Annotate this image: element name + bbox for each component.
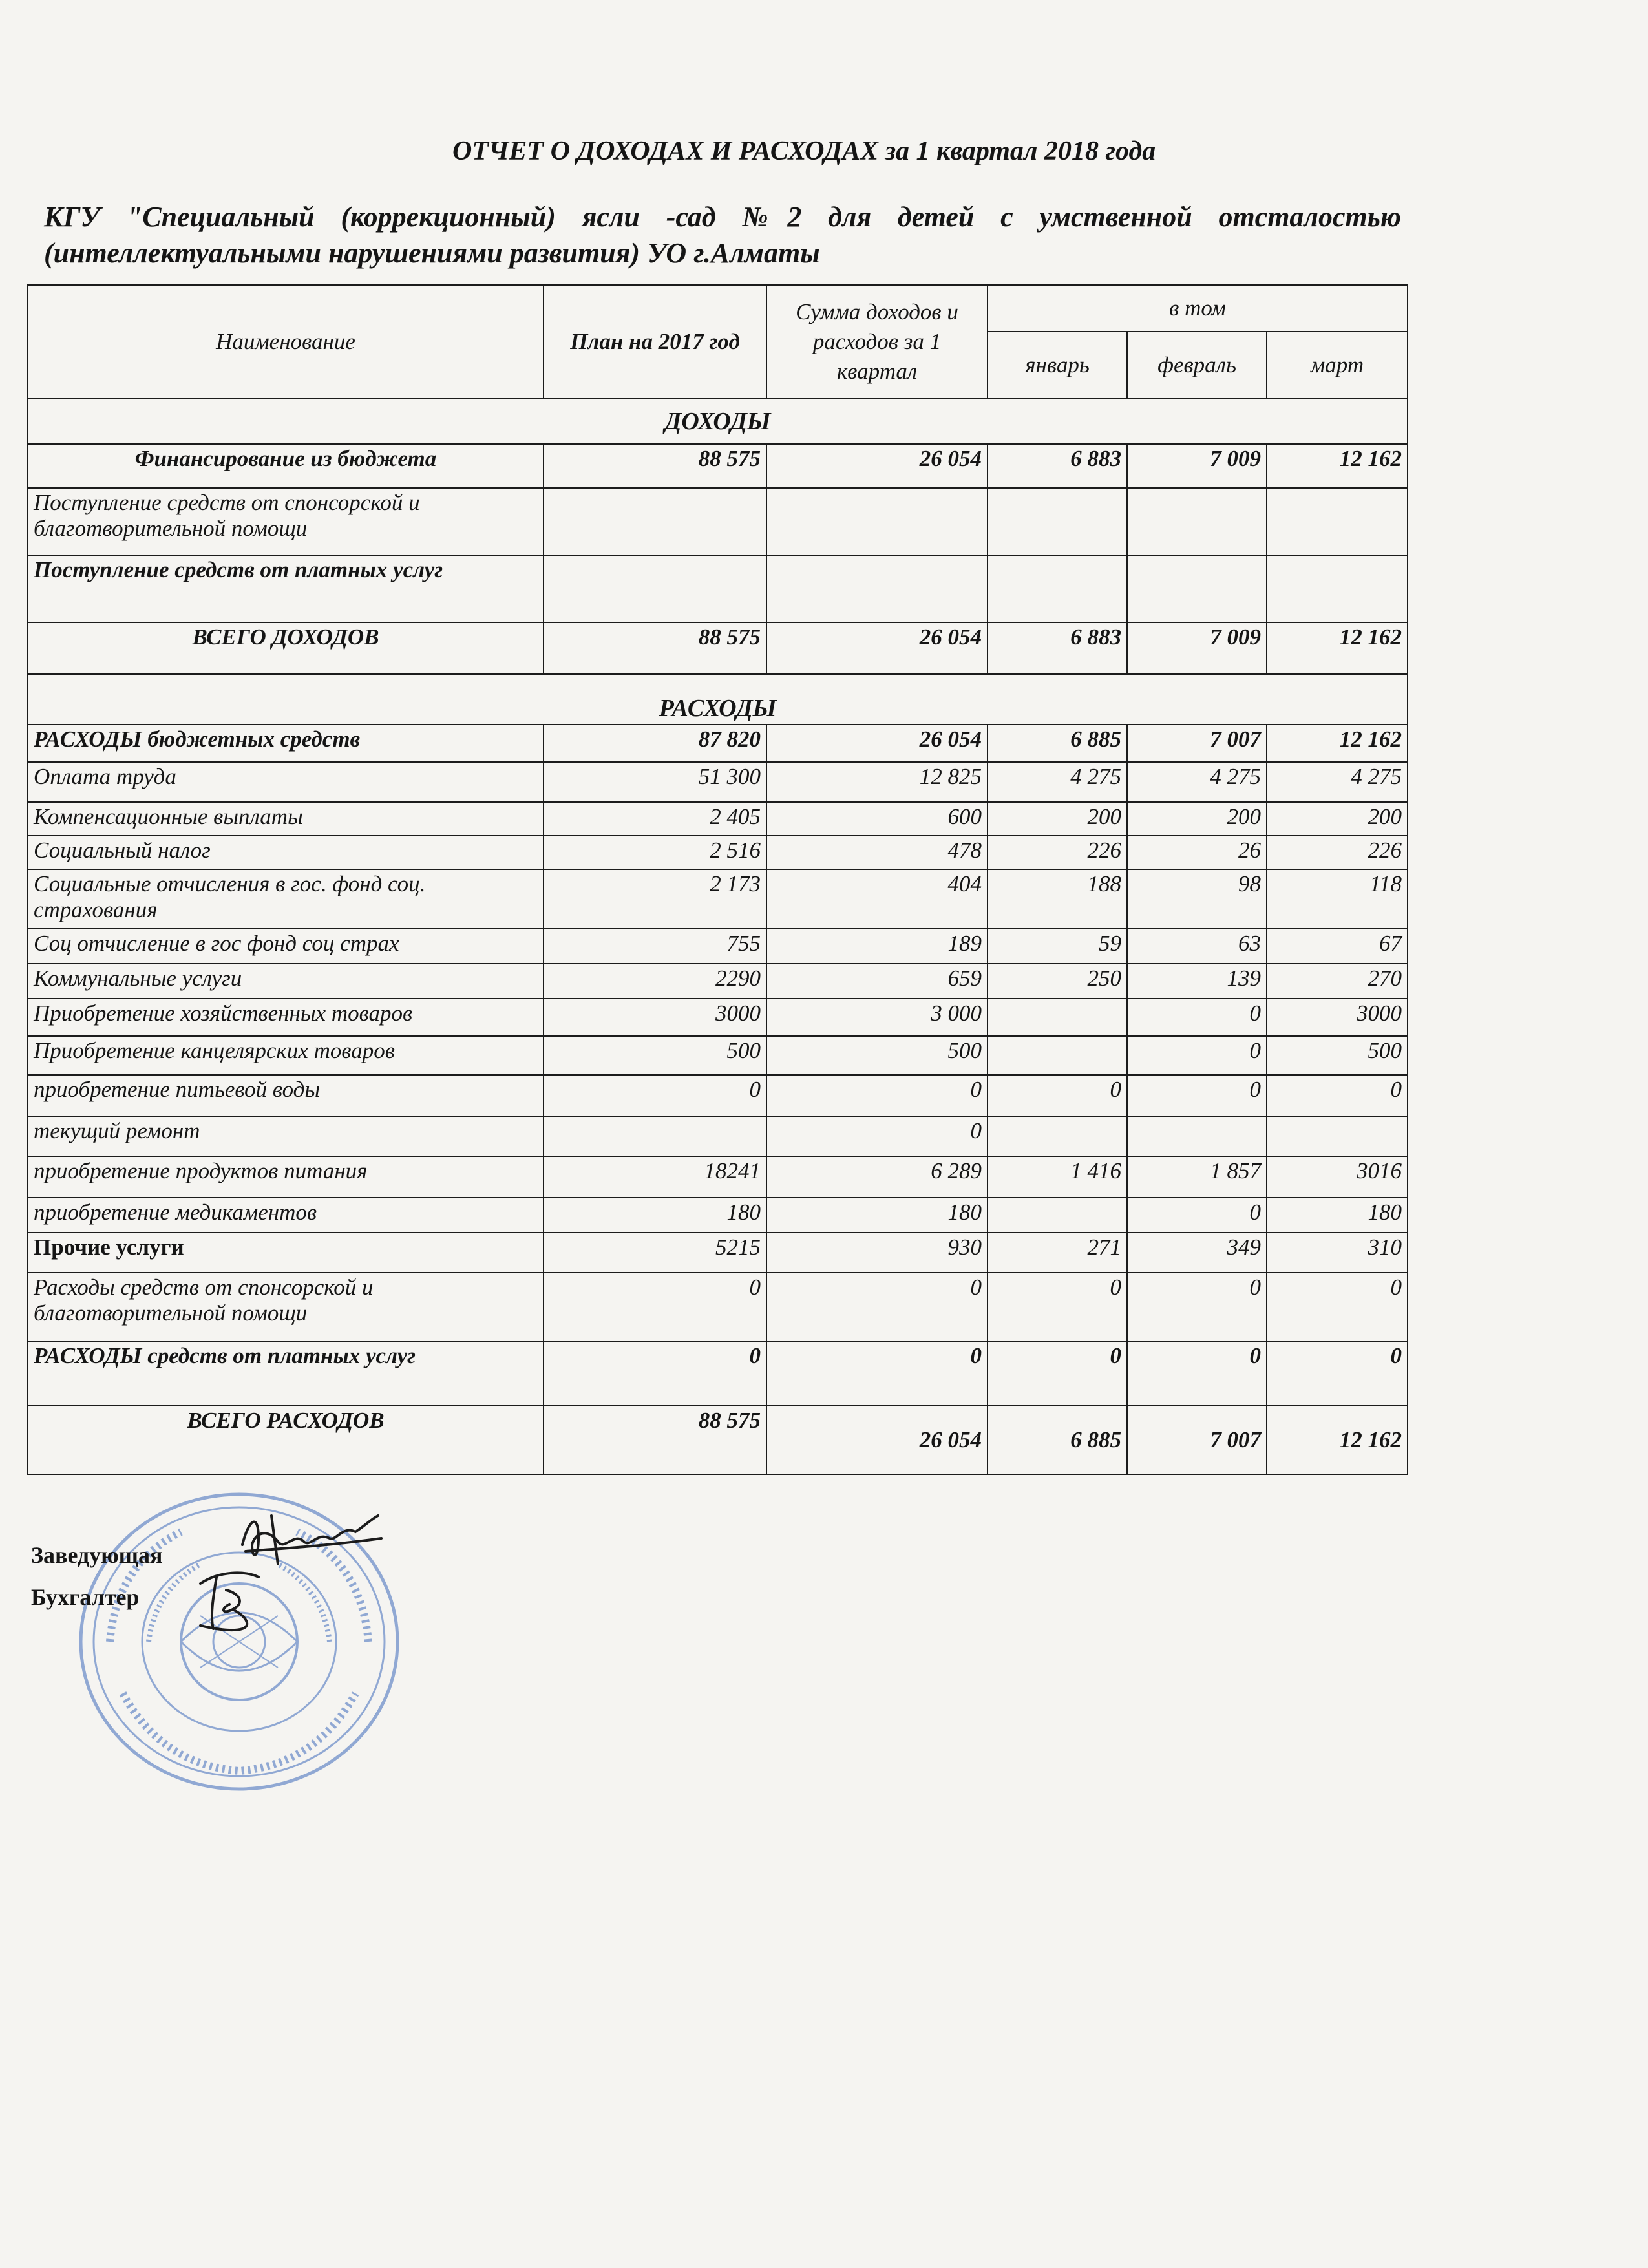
row-value-plan: 755 bbox=[544, 929, 766, 964]
row-value-jan: 226 bbox=[988, 836, 1127, 869]
row-value-mar: 67 bbox=[1267, 929, 1408, 964]
row-value-sum: 6 289 bbox=[766, 1156, 988, 1198]
row-value-feb: 0 bbox=[1127, 1036, 1267, 1075]
table-row bbox=[28, 1075, 1408, 1116]
row-value-mar: 12 162 bbox=[1267, 444, 1408, 488]
expense-section-row bbox=[28, 674, 1408, 725]
income-section-row bbox=[28, 399, 1408, 444]
income-rows bbox=[28, 444, 1408, 622]
row-value-plan: 180 bbox=[544, 1198, 766, 1233]
row-label: Прочие услуги bbox=[28, 1233, 544, 1273]
row-value-mar: 500 bbox=[1267, 1036, 1408, 1075]
row-value-sum bbox=[766, 555, 988, 622]
row-value-mar bbox=[1267, 488, 1408, 555]
row-label: Социальный налог bbox=[28, 836, 544, 869]
table-row bbox=[28, 1273, 1408, 1341]
row-value-jan bbox=[988, 1116, 1127, 1156]
row-label: Расходы средств от спонсорской и благотворительной помощи bbox=[28, 1273, 544, 1341]
row-label: РАСХОДЫ бюджетных средств bbox=[28, 725, 544, 762]
row-value-mar: 310 bbox=[1267, 1233, 1408, 1273]
row-value-jan: 188 bbox=[988, 869, 1127, 929]
row-value-mar bbox=[1267, 1116, 1408, 1156]
row-value-sum: 404 bbox=[766, 869, 988, 929]
row-value-jan bbox=[988, 1036, 1127, 1075]
row-value-jan bbox=[988, 999, 1127, 1036]
row-value-feb: 139 bbox=[1127, 964, 1267, 999]
row-value-mar: 270 bbox=[1267, 964, 1408, 999]
row-value-sum: 0 bbox=[766, 1116, 988, 1156]
row-value-jan: 6 883 bbox=[988, 444, 1127, 488]
row-value-jan: 1 416 bbox=[988, 1156, 1127, 1198]
row-value-plan: 18241 bbox=[544, 1156, 766, 1198]
row-value-plan: 0 bbox=[544, 1075, 766, 1116]
row-value-feb bbox=[1127, 488, 1267, 555]
row-value-mar: 12 162 bbox=[1267, 725, 1408, 762]
row-value-jan bbox=[988, 555, 1127, 622]
row-label: Компенсационные выплаты bbox=[28, 802, 544, 836]
report-title: ОТЧЕТ О ДОХОДАХ И РАСХОДАХ за 1 квартал 2018 года bbox=[452, 136, 1156, 166]
table-row bbox=[28, 488, 1408, 555]
expense-rows bbox=[28, 725, 1408, 1406]
row-value-feb: 0 bbox=[1127, 999, 1267, 1036]
row-value-feb: 63 bbox=[1127, 929, 1267, 964]
row-label: приобретение продуктов питания bbox=[28, 1156, 544, 1198]
row-value-sum: 180 bbox=[766, 1198, 988, 1233]
row-value-feb: 0 bbox=[1127, 1075, 1267, 1116]
accountant-signature-label: Бухгалтер bbox=[31, 1584, 140, 1610]
row-value-sum: 0 bbox=[766, 1273, 988, 1341]
row-value-jan: 59 bbox=[988, 929, 1127, 964]
table-row bbox=[28, 929, 1408, 964]
table-row bbox=[28, 1341, 1408, 1406]
row-label: Поступление средств от спонсорской и благотворительной помощи bbox=[28, 488, 544, 555]
row-value-plan bbox=[544, 488, 766, 555]
row-value-plan: 500 bbox=[544, 1036, 766, 1075]
organization-name: КГУ "Специальный (коррекционный) ясли -сад №2 для детей с умственной отсталостью (интеллектуальными нарушениями развития) УО г.Алматы bbox=[44, 201, 1401, 269]
row-value-plan: 0 bbox=[544, 1273, 766, 1341]
income-section-title: ДОХОДЫ bbox=[28, 399, 1408, 444]
row-value-sum: 659 bbox=[766, 964, 988, 999]
expense-total-mar: 12 162 bbox=[1267, 1406, 1408, 1474]
row-label: приобретение питьевой воды bbox=[28, 1075, 544, 1116]
row-value-plan: 2 405 bbox=[544, 802, 766, 836]
table-row bbox=[28, 836, 1408, 869]
row-value-feb bbox=[1127, 1116, 1267, 1156]
row-value-plan: 0 bbox=[544, 1341, 766, 1406]
row-value-sum: 12 825 bbox=[766, 762, 988, 802]
income-total-label: ВСЕГО ДОХОДОВ bbox=[28, 622, 544, 674]
row-value-mar: 0 bbox=[1267, 1341, 1408, 1406]
row-label: Оплата труда bbox=[28, 762, 544, 802]
table-row bbox=[28, 802, 1408, 836]
row-value-plan bbox=[544, 555, 766, 622]
row-label: Приобретение канцелярских товаров bbox=[28, 1036, 544, 1075]
row-label: Приобретение хозяйственных товаров bbox=[28, 999, 544, 1036]
row-label: РАСХОДЫ средств от платных услуг bbox=[28, 1341, 544, 1406]
row-value-sum: 600 bbox=[766, 802, 988, 836]
row-value-feb: 98 bbox=[1127, 869, 1267, 929]
header-row-1 bbox=[28, 285, 1408, 332]
row-label: Коммунальные услуги bbox=[28, 964, 544, 999]
expense-total-sum: 26 054 bbox=[766, 1406, 988, 1474]
table-row bbox=[28, 964, 1408, 999]
table-row bbox=[28, 869, 1408, 929]
report-table bbox=[27, 284, 1408, 1475]
row-value-feb: 26 bbox=[1127, 836, 1267, 869]
row-value-feb: 0 bbox=[1127, 1198, 1267, 1233]
table-row bbox=[28, 1116, 1408, 1156]
header-february: февраль bbox=[1127, 332, 1267, 399]
row-value-mar: 4 275 bbox=[1267, 762, 1408, 802]
table-row bbox=[28, 762, 1408, 802]
row-label: Социальные отчисления в гос. фонд соц. страхования bbox=[28, 869, 544, 929]
row-value-sum: 26 054 bbox=[766, 444, 988, 488]
header-in-total: в том bbox=[988, 285, 1408, 332]
expense-total-label: ВСЕГО РАСХОДОВ bbox=[28, 1406, 544, 1474]
row-value-feb: 0 bbox=[1127, 1341, 1267, 1406]
row-value-plan: 2 173 bbox=[544, 869, 766, 929]
row-value-sum: 189 bbox=[766, 929, 988, 964]
row-value-jan bbox=[988, 1198, 1127, 1233]
table-row bbox=[28, 555, 1408, 622]
header-january: январь bbox=[988, 332, 1127, 399]
income-total-jan: 6 883 bbox=[988, 622, 1127, 674]
row-value-mar: 3000 bbox=[1267, 999, 1408, 1036]
header-plan: План на 2017 год bbox=[544, 285, 766, 399]
row-value-feb: 349 bbox=[1127, 1233, 1267, 1273]
accountant-signature bbox=[187, 1564, 271, 1635]
expense-section-title: РАСХОДЫ bbox=[28, 674, 1408, 725]
row-value-plan: 87 820 bbox=[544, 725, 766, 762]
row-value-jan bbox=[988, 488, 1127, 555]
row-value-feb bbox=[1127, 555, 1267, 622]
table-row bbox=[28, 1233, 1408, 1273]
row-value-feb: 200 bbox=[1127, 802, 1267, 836]
header-name: Наименование bbox=[28, 285, 544, 399]
row-label: приобретение медикаментов bbox=[28, 1198, 544, 1233]
row-value-sum: 0 bbox=[766, 1341, 988, 1406]
row-value-feb: 7 007 bbox=[1127, 725, 1267, 762]
income-total-sum: 26 054 bbox=[766, 622, 988, 674]
row-value-jan: 0 bbox=[988, 1273, 1127, 1341]
row-value-sum: 478 bbox=[766, 836, 988, 869]
row-value-mar: 200 bbox=[1267, 802, 1408, 836]
row-label: Финансирование из бюджета bbox=[28, 444, 544, 488]
row-value-jan: 0 bbox=[988, 1075, 1127, 1116]
row-value-feb: 4 275 bbox=[1127, 762, 1267, 802]
header-sum: Сумма доходов и расходов за 1 квартал bbox=[766, 285, 988, 399]
row-value-sum: 0 bbox=[766, 1075, 988, 1116]
row-value-sum: 500 bbox=[766, 1036, 988, 1075]
table-row bbox=[28, 1036, 1408, 1075]
row-value-jan: 250 bbox=[988, 964, 1127, 999]
row-value-sum: 26 054 bbox=[766, 725, 988, 762]
row-value-plan: 2290 bbox=[544, 964, 766, 999]
table-row bbox=[28, 999, 1408, 1036]
table-row bbox=[28, 444, 1408, 488]
row-value-sum: 3 000 bbox=[766, 999, 988, 1036]
table-row bbox=[28, 725, 1408, 762]
row-value-mar: 180 bbox=[1267, 1198, 1408, 1233]
row-value-plan: 2 516 bbox=[544, 836, 766, 869]
row-value-mar: 0 bbox=[1267, 1273, 1408, 1341]
row-value-sum: 930 bbox=[766, 1233, 988, 1273]
income-total-plan: 88 575 bbox=[544, 622, 766, 674]
row-value-feb: 0 bbox=[1127, 1273, 1267, 1341]
row-value-jan: 4 275 bbox=[988, 762, 1127, 802]
row-value-sum bbox=[766, 488, 988, 555]
expense-total-row bbox=[28, 1406, 1408, 1474]
row-value-plan bbox=[544, 1116, 766, 1156]
expense-total-jan: 6 885 bbox=[988, 1406, 1127, 1474]
income-total-mar: 12 162 bbox=[1267, 622, 1408, 674]
row-value-feb: 1 857 bbox=[1127, 1156, 1267, 1198]
row-label: текущий ремонт bbox=[28, 1116, 544, 1156]
row-value-mar: 226 bbox=[1267, 836, 1408, 869]
row-value-mar: 118 bbox=[1267, 869, 1408, 929]
row-value-jan: 6 885 bbox=[988, 725, 1127, 762]
income-total-feb: 7 009 bbox=[1127, 622, 1267, 674]
row-value-plan: 5215 bbox=[544, 1233, 766, 1273]
row-label: Соц отчисление в гос фонд соц страх bbox=[28, 929, 544, 964]
row-value-mar: 3016 bbox=[1267, 1156, 1408, 1198]
row-label: Поступление средств от платных услуг bbox=[28, 555, 544, 622]
row-value-plan: 3000 bbox=[544, 999, 766, 1036]
row-value-jan: 0 bbox=[988, 1341, 1127, 1406]
table-row bbox=[28, 1156, 1408, 1198]
row-value-feb: 7 009 bbox=[1127, 444, 1267, 488]
row-value-mar: 0 bbox=[1267, 1075, 1408, 1116]
table-row bbox=[28, 1198, 1408, 1233]
row-value-jan: 200 bbox=[988, 802, 1127, 836]
expense-total-feb: 7 007 bbox=[1127, 1406, 1267, 1474]
row-value-plan: 88 575 bbox=[544, 444, 766, 488]
row-value-plan: 51 300 bbox=[544, 762, 766, 802]
income-total-row bbox=[28, 622, 1408, 674]
header-march: март bbox=[1267, 332, 1408, 399]
expense-total-plan: 88 575 bbox=[544, 1406, 766, 1474]
head-signature-label: Заведующая bbox=[31, 1542, 163, 1568]
row-value-jan: 271 bbox=[988, 1233, 1127, 1273]
row-value-mar bbox=[1267, 555, 1408, 622]
